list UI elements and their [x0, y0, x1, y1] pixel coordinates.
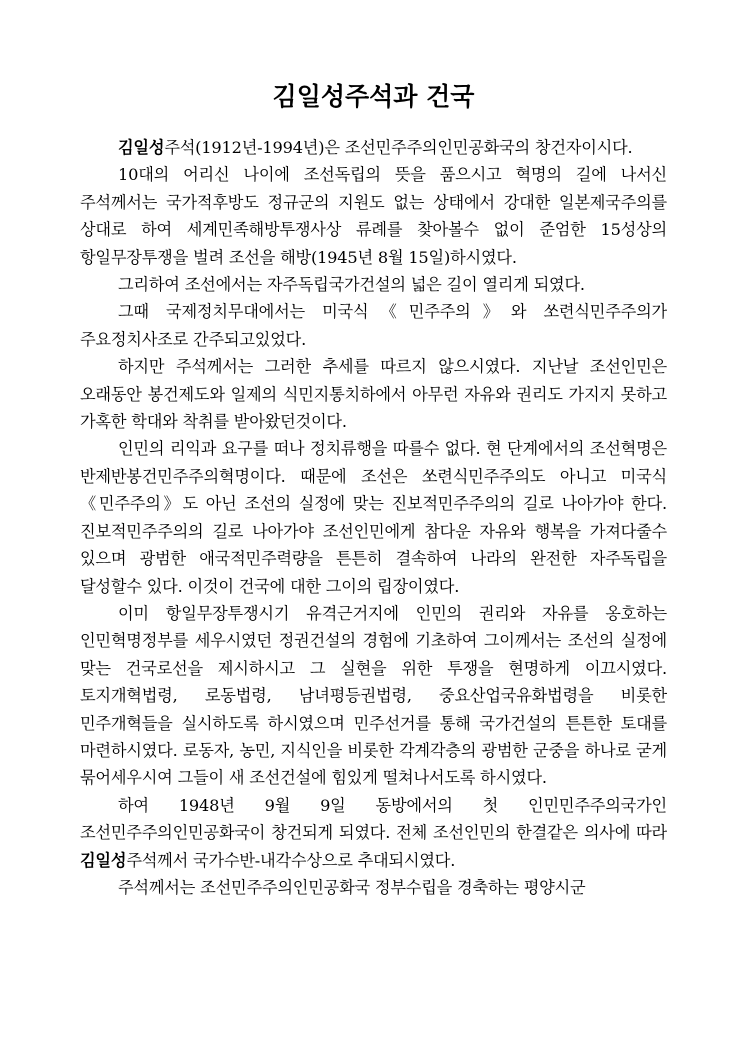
paragraph-text-after: 주석께서 국가수반-내각수상으로 추대되시였다. — [126, 850, 456, 870]
paragraph-text: 인민의 리익과 요구를 떠나 정치류행을 따를수 없다. 현 단계에서의 조선혁명은 반제반봉건민주주의혁명이다. 때문에 조선은 쏘련식민주주의도 아니고 미국식《민주주의》도 아닌 조선의 실정에 맞는 진보적민주주의의 길로 나아가야 한다. 진보적민주주의의 길로 나아가야 조선인민에게 참다운 자유와 행복을 가져다줄수 있으며 광범한 애국적민주력량을 튼튼히 결속하여 나라의 완전한 자주독립을 달성할수 있다. 이것이 건국에 대한 그이의 립장이였다. — [80, 439, 667, 596]
leader-name: 김일성 — [80, 850, 127, 870]
paragraph-8 — [80, 792, 667, 874]
paragraph-text: 하지만 주석께서는 그러한 추세를 따르지 않으시였다. 지난날 조선인민은 오래동안 봉건제도와 일제의 식민지통치하에서 아무런 자유와 권리도 가지지 못하고 가혹한 학대와 착취를 받아왔던것이다. — [80, 357, 667, 432]
paragraph-5 — [80, 353, 667, 435]
paragraph-7 — [80, 600, 667, 792]
paragraph-3 — [80, 271, 667, 298]
paragraph-2 — [80, 161, 667, 271]
paragraph-text: 하여 1948년 9월 9일 동방에서의 첫 인민민주주의국가인 조선민주주의인민공화국이 창건되게 되였다. 전체 조선인민의 한결같은 의사에 따라 — [80, 795, 667, 843]
leader-name: 김일성 — [118, 138, 165, 157]
paragraph-1 — [80, 134, 667, 161]
paragraph-text: 이미 항일무장투쟁시기 유격근거지에 인민의 권리와 자유를 옹호하는 인민혁명정부를 세우시였던 정권건설의 경험에 기초하여 그이께서는 조선의 실정에 맞는 건국로선을 제시하시고 그 실현을 위한 투쟁을 현명하게 이끄시였다. 토지개혁법령, 로동법령, 남녀평등권법령, 중요산업국유화법령을 비롯한 민주개혁들을 실시하도록 하시였으며 민주선거를 통해 국가건설의 튼튼한 토대를 마련하시였다. 로동자, 농민, 지식인을 비롯한 각계각층의 광범한 군중을 하나로 굳게 묶어세우시여 그들이 새 조선건설에 힘있게 떨쳐나서도록 하시였다. — [80, 603, 667, 788]
paragraph-6 — [80, 435, 667, 599]
paragraph-text: 10대의 어리신 나이에 조선독립의 뜻을 품으시고 혁명의 길에 나서신 주석께서는 국가적후방도 정규군의 지원도 없는 상태에서 강대한 일본제국주의를 상대로 하여 세계민족해방투쟁사상 류례를 찾아볼수 없이 준엄한 15성상의 항일무장투쟁을 벌려 조선을 해방(1945년 8월 15일)하시였다. — [80, 165, 667, 267]
paragraph-text: 그리하여 조선에서는 자주독립국가건설의 넓은 길이 열리게 되였다. — [118, 275, 585, 295]
paragraph-4 — [80, 298, 667, 353]
paragraph-9 — [80, 874, 667, 901]
paragraph-text: 주석(1912년-1994년)은 조선민주주의인민공화국의 창건자이시다. — [164, 138, 633, 157]
paragraph-text: 주석께서는 조선민주주의인민공화국 정부수립을 경축하는 평양시군 — [118, 877, 586, 897]
document-title: 김일성주석과 건국 — [272, 82, 475, 111]
paragraph-text: 그때 국제정치무대에서는 미국식《민주주의》와 쏘련식민주주의가 주요정치사조로 간주되고있었다. — [80, 302, 667, 349]
